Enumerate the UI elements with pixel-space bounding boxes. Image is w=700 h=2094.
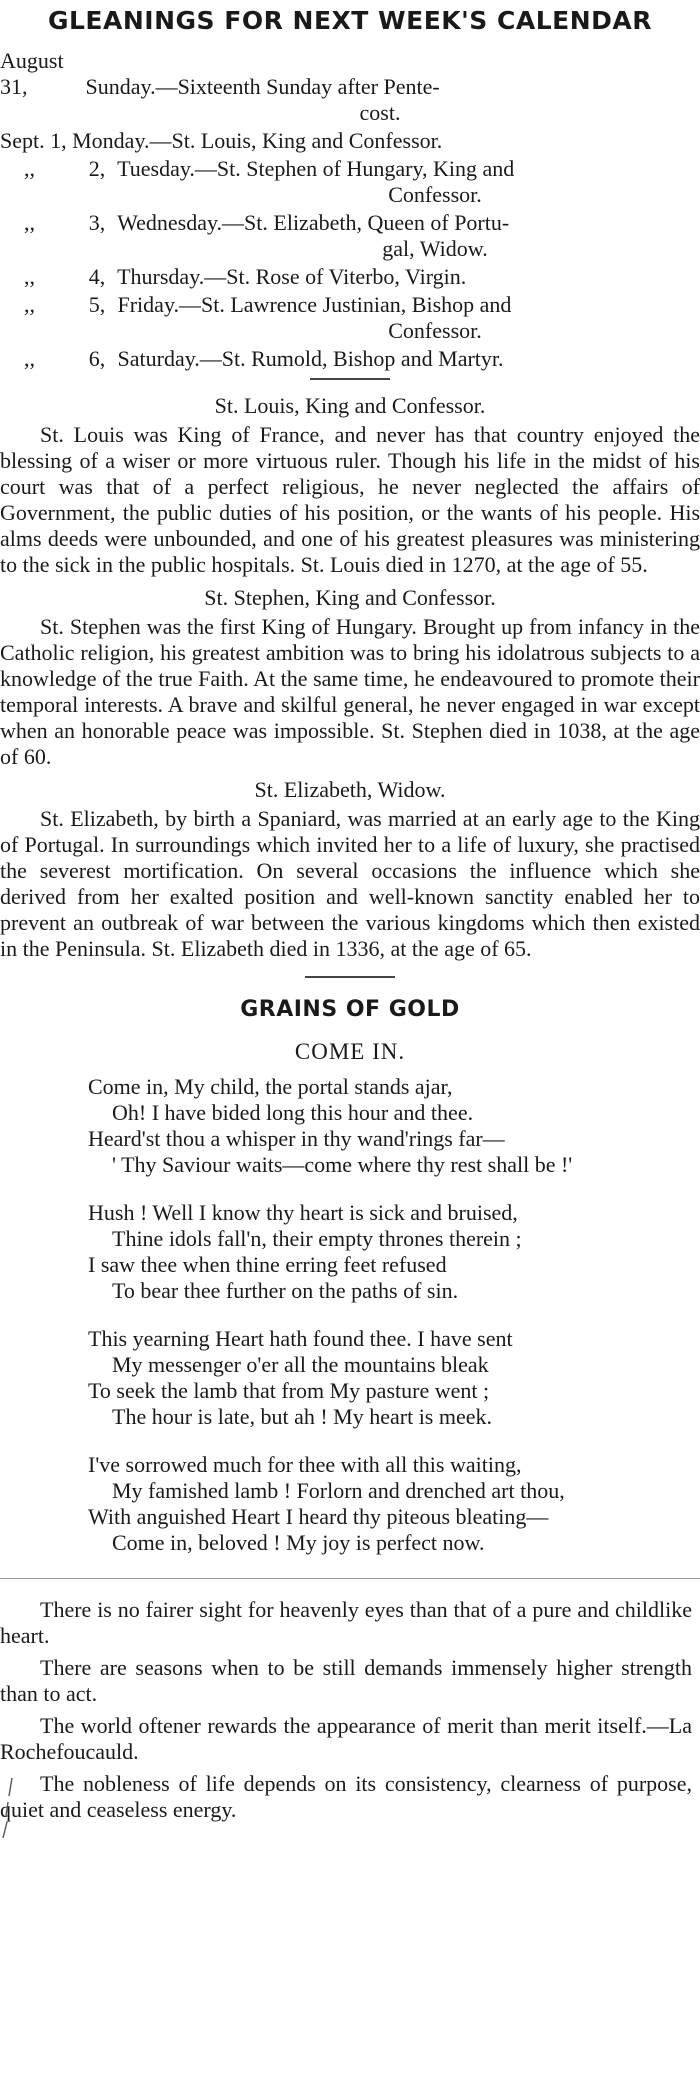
saint-body: St. Stephen was the first King of Hungary. Brought up from infancy in the Catholic religion, his greatest ambition was to bring his idolatrous subjects to a knowledge of the true Faith. At the same time, he endeavoured to promote their temporal interests. A brave and skilful general, he never engaged in war except when an honorable peace was impossible. St. Stephen died in 1038, at the age of 60. — [0, 614, 700, 769]
divider — [305, 976, 395, 978]
maxim: The world oftener rewards the appearance of merit than merit itself.—La Rochefoucauld. — [0, 1713, 692, 1764]
calendar-text: Saturday.—St. Rumold, Bishop and Martyr. — [117, 346, 504, 371]
ditto-mark: ,, — [24, 210, 35, 235]
calendar-day: 4, — [88, 264, 106, 289]
maxim: There are seasons when to be still demands immensely higher strength than to act. — [0, 1655, 692, 1706]
poem-line: ' Thy Saviour waits—come where thy rest shall be !' — [112, 1152, 573, 1177]
calendar-text: Tuesday.—St. Stephen of Hungary, King and — [117, 156, 515, 181]
calendar-text: Friday.—St. Lawrence Justinian, Bishop and — [117, 292, 512, 317]
poem-title: COME IN. — [294, 1039, 406, 1064]
ditto-mark: ,, — [24, 292, 35, 317]
poem-line: To bear thee further on the paths of sin. — [112, 1278, 459, 1303]
maxim: There is no fairer sight for heavenly eyes than that of a pure and childlike heart. — [0, 1597, 692, 1648]
calendar-continuation: Confessor. — [388, 182, 482, 207]
ditto-mark: ,, — [24, 156, 35, 181]
calendar-entry — [0, 210, 700, 262]
poem-stanza — [88, 1326, 700, 1430]
calendar-day: 5, — [88, 292, 106, 317]
poem-line: Come in, My child, the portal stands ajar, — [88, 1074, 453, 1099]
divider — [310, 378, 390, 380]
poem-stanza — [88, 1452, 700, 1556]
poem-line: The hour is late, but ah ! My heart is meek. — [112, 1404, 493, 1429]
calendar-entry — [0, 156, 700, 208]
poem-line: My famished lamb ! Forlorn and drenched art thou, — [112, 1478, 565, 1503]
ditto-mark: ,, — [24, 346, 35, 371]
maxim: The nobleness of life depends on its consistency, clearness of purpose, quiet and ceaseless energy. — [0, 1771, 692, 1822]
saint-body: St. Louis was King of France, and never has that country enjoyed the blessing of a wiser or more virtuous ruler. Though his life in the midst of his court was that of a perfect religious, he never neglected the affairs of Government, the public duties of his position, or the wants of his people. His alms deeds were unbounded, and one of his greatest pleasures was ministering to the sick in the public hospitals. St. Louis died in 1270, at the age of 55. — [0, 422, 700, 577]
calendar-entry — [0, 346, 700, 372]
poem-line: I saw thee when thine erring feet refused — [88, 1252, 447, 1277]
poem-line: Oh! I have bided long this hour and thee. — [112, 1100, 474, 1125]
calendar-entry — [0, 264, 700, 290]
poem-line: My messenger o'er all the mountains bleak — [112, 1352, 489, 1377]
calendar-list — [0, 48, 700, 372]
ditto-mark: ,, — [24, 264, 35, 289]
margin-scratch-mark — [0, 1776, 18, 1846]
divider — [0, 1578, 700, 1579]
poem-line: Hush ! Well I know thy heart is sick and bruised, — [88, 1200, 518, 1225]
grains-title: GRAINS OF GOLD — [240, 997, 460, 1022]
saint-elizabeth-section — [0, 776, 700, 962]
calendar-entry — [0, 48, 700, 126]
poem — [0, 1074, 700, 1556]
calendar-continuation: gal, Widow. — [382, 236, 488, 261]
calendar-text: Thursday.—St. Rose of Viterbo, Virgin. — [117, 264, 467, 289]
saint-louis-section — [0, 392, 700, 578]
calendar-text: Sunday.—Sixteenth Sunday after Pente- — [85, 74, 440, 99]
saint-heading: St. Louis, King and Confessor. — [214, 393, 486, 418]
calendar-date: Sept. 1, — [0, 128, 67, 153]
calendar-text: Monday.—St. Louis, King and Confessor. — [72, 128, 443, 153]
saint-heading: St. Elizabeth, Widow. — [254, 777, 446, 802]
poem-stanza — [88, 1200, 700, 1304]
calendar-day: 6, — [88, 346, 106, 371]
calendar-continuation: cost. — [359, 100, 401, 125]
calendar-continuation: Confessor. — [388, 318, 482, 343]
maxims — [0, 1597, 700, 1823]
poem-line: This yearning Heart hath found thee. I have sent — [88, 1326, 513, 1351]
poem-line: I've sorrowed much for thee with all this waiting, — [88, 1452, 522, 1477]
calendar-day: 2, — [88, 156, 106, 181]
poem-line: Thine idols fall'n, their empty thrones therein ; — [112, 1226, 522, 1251]
poem-line: With anguished Heart I heard thy piteous bleating— — [88, 1504, 549, 1529]
calendar-title: GLEANINGS FOR NEXT WEEK'S CALENDAR — [47, 6, 652, 35]
calendar-date: August 31, — [0, 48, 64, 99]
saint-body: St. Elizabeth, by birth a Spaniard, was married at an early age to the King of Portugal. In surroundings which invited her to a life of luxury, she practised the severest mortification. On several occasions the influence which she derived from her exalted position and well-known sanctity enabled her to prevent an outbreak of war between the various kingdoms which then existed in the Peninsula. St. Elizabeth died in 1336, at the age of 65. — [0, 806, 700, 961]
poem-line: Heard'st thou a whisper in thy wand'rings far— — [88, 1126, 505, 1151]
calendar-entry — [0, 292, 700, 344]
saint-stephen-section — [0, 584, 700, 770]
poem-line: Come in, beloved ! My joy is perfect now. — [112, 1530, 485, 1555]
calendar-text: Wednesday.—St. Elizabeth, Queen of Portu- — [117, 210, 510, 235]
saint-heading: St. Stephen, King and Confessor. — [204, 585, 496, 610]
calendar-day: 3, — [88, 210, 106, 235]
poem-stanza — [88, 1074, 700, 1178]
poem-line: To seek the lamb that from My pasture went ; — [88, 1378, 490, 1403]
calendar-entry — [0, 128, 700, 154]
